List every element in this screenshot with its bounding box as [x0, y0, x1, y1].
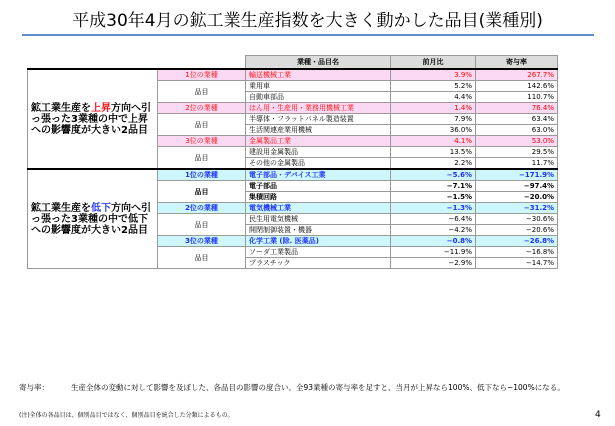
item-contrib: 63.4% — [476, 114, 558, 125]
item-category-label: 品目 — [158, 247, 246, 269]
item-name: 建設用金属製品 — [246, 147, 391, 158]
item-contrib: 63.0% — [476, 125, 558, 136]
item-mom: −2.9% — [391, 258, 476, 269]
industry-mom: −5.6% — [391, 169, 476, 181]
page-title: 平成30年4月の鉱工業生産指数を大きく動かした品目(業種別) — [72, 11, 543, 31]
item-category-label: 品目 — [158, 114, 246, 136]
item-name: 民生用電気機械 — [246, 214, 391, 225]
item-name: 自動車部品 — [246, 92, 391, 103]
industry-row — [28, 169, 558, 181]
item-name: ソーダ工業製品 — [246, 247, 391, 258]
item-contrib: 29.5% — [476, 147, 558, 158]
header-blank — [28, 56, 246, 70]
item-mom: −4.2% — [391, 225, 476, 236]
item-contrib: −20.0% — [476, 192, 558, 203]
industry-rank: 3位の業種 — [158, 136, 246, 147]
industry-row — [28, 69, 558, 81]
item-category-label: 品目 — [158, 147, 246, 170]
industry-name: 電気機械工業 — [246, 203, 391, 214]
item-mom: −7.1% — [391, 181, 476, 192]
item-name: 生活関連産業用機械 — [246, 125, 391, 136]
item-category-label: 品目 — [158, 81, 246, 103]
item-contrib: −14.7% — [476, 258, 558, 269]
item-mom: −1.5% — [391, 192, 476, 203]
item-mom: 13.5% — [391, 147, 476, 158]
industry-name: 電子部品・デバイス工業 — [246, 169, 391, 181]
item-mom: 4.4% — [391, 92, 476, 103]
item-contrib: 11.7% — [476, 158, 558, 170]
item-mom: 2.2% — [391, 158, 476, 170]
item-category-label: 品目 — [158, 214, 246, 236]
title-divider — [22, 34, 594, 36]
industry-name: 輸送機械工業 — [246, 69, 391, 81]
page-number: 4 — [595, 410, 601, 420]
item-name: 開閉制御装置・機器 — [246, 225, 391, 236]
industry-table — [27, 55, 558, 269]
industry-name: 化学工業 (除. 医薬品) — [246, 236, 391, 247]
item-category-label: 品目 — [158, 181, 246, 203]
item-name: 集積回路 — [246, 192, 391, 203]
industry-contrib: 76.4% — [476, 103, 558, 114]
industry-contrib: −171.9% — [476, 169, 558, 181]
industry-mom: 1.4% — [391, 103, 476, 114]
item-mom: 36.0% — [391, 125, 476, 136]
group-label-suffix: 方向へ引っ張った3業種の中で上昇への影響度が大きい2品目 — [31, 102, 151, 136]
industry-mom: 4.1% — [391, 136, 476, 147]
header-contrib: 寄与率 — [476, 56, 558, 70]
industry-rank: 3位の業種 — [158, 236, 246, 247]
item-name: その他の金属製品 — [246, 158, 391, 170]
item-contrib: 110.7% — [476, 92, 558, 103]
header-item: 業種・品目名 — [246, 56, 391, 70]
up-group-label — [28, 69, 158, 169]
industry-contrib: 267.7% — [476, 69, 558, 81]
footnote: (注)全体の各品目は、個別品目ではなく、個別品目を統合した分類によるもの。 — [19, 412, 234, 419]
item-mom: 5.2% — [391, 81, 476, 92]
item-contrib: −97.4% — [476, 181, 558, 192]
industry-rank: 2位の業種 — [158, 103, 246, 114]
industry-contrib: −26.8% — [476, 236, 558, 247]
table-header-row — [28, 56, 558, 70]
group-label-highlight: 低下 — [91, 202, 111, 214]
industry-name: 金属製品工業 — [246, 136, 391, 147]
industry-mom: −0.8% — [391, 236, 476, 247]
industry-rank: 1位の業種 — [158, 169, 246, 181]
item-contrib: −30.6% — [476, 214, 558, 225]
industry-rank: 2位の業種 — [158, 203, 246, 214]
industry-contrib: −31.2% — [476, 203, 558, 214]
item-mom: −6.4% — [391, 214, 476, 225]
group-label-prefix: 鉱工業生産を — [31, 202, 91, 214]
note-text: 生産全体の変動に対して影響を及ぼした、各品目の影響の度合い。全93業種の寄与率を足すと、当月が上昇なら100%、低下なら−100%になる。 — [71, 383, 565, 392]
item-name: プラスチック — [246, 258, 391, 269]
item-contrib: −20.6% — [476, 225, 558, 236]
note-label: 寄与率： — [19, 383, 49, 392]
item-contrib: −16.8% — [476, 247, 558, 258]
header-mom: 前月比 — [391, 56, 476, 70]
industry-contrib: 53.0% — [476, 136, 558, 147]
group-label-suffix: 方向へ引っ張った3業種の中で低下への影響度が大きい2品目 — [31, 202, 151, 236]
industry-rank: 1位の業種 — [158, 69, 246, 81]
industry-name: はん用・生産用・業務用機械工業 — [246, 103, 391, 114]
group-label-highlight: 上昇 — [91, 102, 111, 114]
item-mom: 7.9% — [391, 114, 476, 125]
item-name: 半導体・フラットパネル製造装置 — [246, 114, 391, 125]
group-label-prefix: 鉱工業生産を — [31, 102, 91, 114]
item-name: 乗用車 — [246, 81, 391, 92]
industry-mom: −1.3% — [391, 203, 476, 214]
industry-mom: 3.9% — [391, 69, 476, 81]
item-contrib: 142.6% — [476, 81, 558, 92]
down-group-label — [28, 169, 158, 269]
item-mom: −11.9% — [391, 247, 476, 258]
item-name: 電子部品 — [246, 181, 391, 192]
